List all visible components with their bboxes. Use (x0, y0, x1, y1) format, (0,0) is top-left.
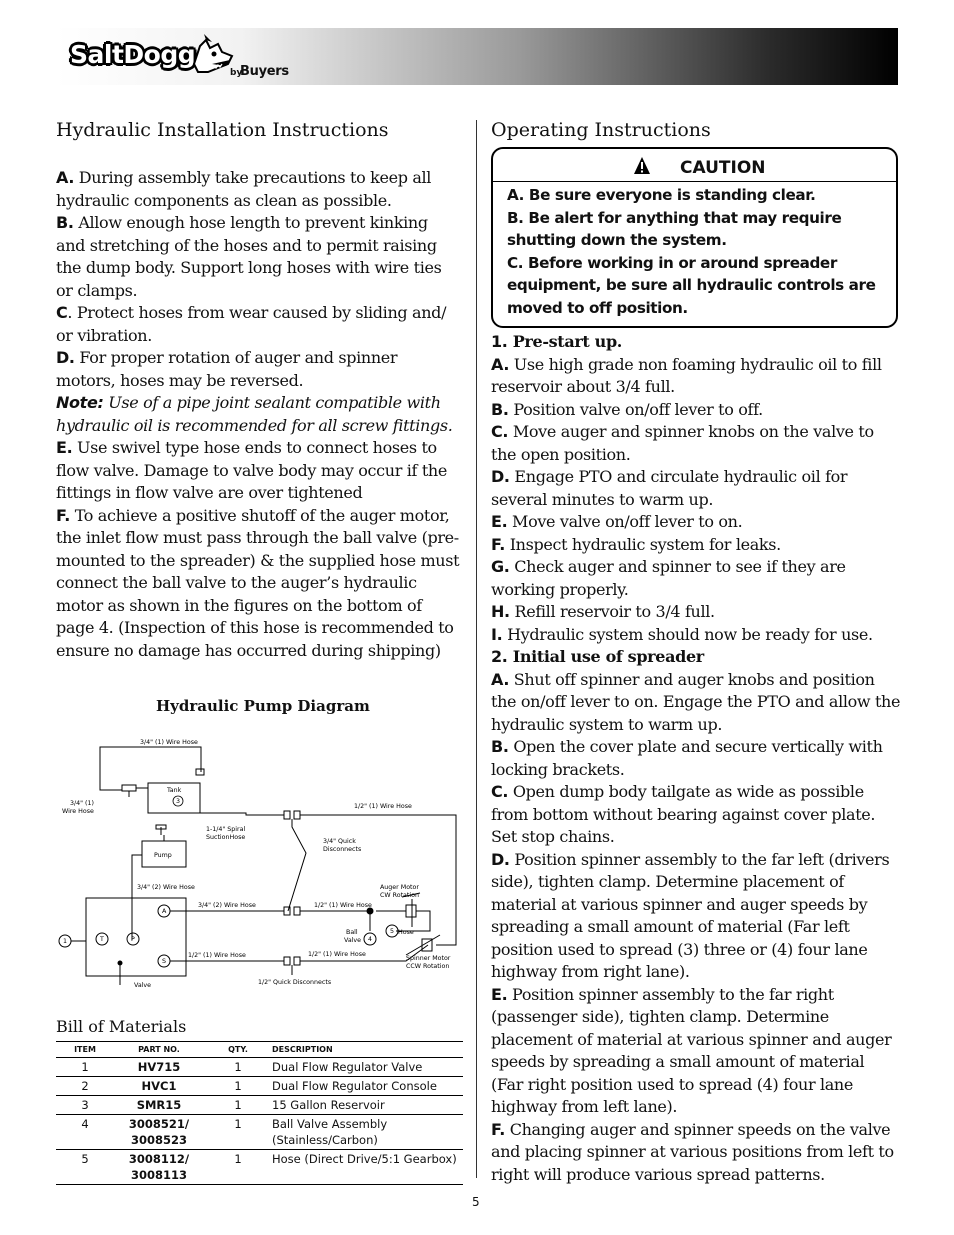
bom-cell-item (56, 1058, 114, 1077)
step-text: Refill reservoir to 3/4 full. (509, 602, 715, 621)
label-wire-hose-2b: 3/4" (2) Wire Hose (198, 902, 256, 909)
bom-header-part: PART NO. (114, 1042, 204, 1058)
step-heading (491, 646, 901, 669)
label-pump: Pump (154, 852, 172, 859)
bom-cell-item (56, 1150, 114, 1185)
step-label: F. (491, 1119, 505, 1139)
column-divider (476, 120, 477, 1178)
label-S: S (162, 958, 166, 965)
step-label: I. (491, 624, 503, 644)
step-text: Position spinner assembly to the far right (passenger side), tighten clamp. Determine placement of material at various spinner and auger speeds by spreading a small amount of material (Far right position used to spread (4) four lane highway from left lane). (491, 984, 892, 1116)
installation-paragraph (56, 347, 461, 392)
bom-header-qty: QTY. (204, 1042, 272, 1058)
step-label: E. (491, 984, 508, 1004)
bom-cell-qty (204, 1115, 272, 1150)
label-hose: Hose (398, 929, 414, 936)
step-text: Open the cover plate and secure vertically with locking brackets. (491, 737, 883, 779)
bom-body (56, 1058, 463, 1185)
installation-paragraph (56, 437, 461, 505)
bom-cell-part (114, 1115, 204, 1150)
step-text: Position spinner assembly to the far left (drivers side), tighten clamp. Determine placement of material at various spinner and auger speeds by spreading a small amount of material (Far left position used to spread (3) three or (4) four lane highway from right lane). (491, 849, 890, 981)
step-item (491, 556, 901, 601)
hydraulic-pump-diagram (56, 735, 466, 990)
installation-paragraph (56, 212, 461, 302)
label-wire-hose-left-2: Wire Hose (62, 808, 94, 815)
step-text: Inspect hydraulic system for leaks. (504, 534, 781, 554)
caution-label: CAUTION (680, 158, 766, 178)
paragraph-label: C (56, 303, 68, 322)
step-text: Use high grade non foaming hydraulic oil to fill reservoir about 3/4 full. (491, 354, 882, 396)
paragraph-label: D. (56, 348, 75, 367)
step-label: B. (491, 737, 509, 756)
bom-header-row (56, 1042, 463, 1058)
step-text: Hydraulic system should now be ready for use. (502, 624, 873, 644)
step-text: Open dump body tailgate as wide as possible from bottom without bearing against cover plate. Set stop chains. (491, 782, 876, 846)
bom-cell-part (114, 1077, 204, 1096)
bom-part: HV715 (137, 1060, 181, 1074)
bom-qty: 1 (234, 1098, 242, 1112)
bom-item: 1 (81, 1060, 89, 1074)
bom-header-item: ITEM (56, 1042, 114, 1058)
label-auger-2: CW Rotation (380, 892, 419, 899)
saltdogg-logo (66, 38, 306, 84)
paragraph-text: . Protect hoses from wear caused by sliding and/ or vibration. (56, 303, 447, 345)
bom-cell-desc (272, 1115, 463, 1150)
paragraph-label: E. (56, 438, 73, 457)
installation-paragraph (56, 167, 461, 212)
bom-cell-part (114, 1150, 204, 1185)
label-n1: 1 (63, 938, 68, 945)
logo-text: SaltDogg (70, 40, 196, 69)
bom-item: 2 (81, 1079, 89, 1093)
paragraph-text: Use of a pipe joint sealant compatible with hydraulic oil is recommended for all screw fittings. (56, 393, 453, 435)
step-label: F. (491, 534, 505, 554)
logo-by: by (230, 68, 243, 78)
paragraph-text: During assembly take precautions to keep all hydraulic components as clean as possible. (56, 168, 432, 210)
label-wire-hose-half-low2: 1/2" (1) Wire Hose (308, 951, 366, 958)
step-label: C. (491, 782, 509, 801)
step-text: Position valve on/off lever to off. (508, 399, 763, 419)
bom-row (56, 1115, 463, 1150)
section-title: Operating Instructions (491, 119, 711, 141)
step-item (491, 601, 901, 624)
bom-row (56, 1058, 463, 1077)
step-item (491, 534, 901, 557)
label-n3: 3 (176, 798, 181, 805)
step-item (491, 354, 901, 399)
step-text: Engage PTO and circulate hydraulic oil for several minutes to warm up. (491, 467, 848, 509)
paragraph-label: Note: (56, 393, 104, 412)
step-item (491, 669, 901, 737)
step-item (491, 466, 901, 511)
label-n5: 5 (390, 928, 395, 935)
label-auger-1: Auger Motor (380, 884, 419, 891)
bill-of-materials-table (56, 1041, 463, 1185)
installation-paragraphs (56, 167, 461, 662)
step-label: 1. (491, 332, 508, 351)
label-wire-hose-half-top: 1/2" (1) Wire Hose (354, 803, 412, 810)
bom-desc: Ball Valve Assembly (Stainless/Carbon) (272, 1117, 388, 1147)
step-text: Initial use of spreader (507, 647, 704, 666)
installation-paragraph (56, 505, 461, 663)
caution-header (493, 149, 896, 182)
diagram-title: Hydraulic Pump Diagram (156, 697, 370, 715)
bom-cell-item (56, 1077, 114, 1096)
bom-cell-desc (272, 1150, 463, 1185)
label-tank: Tank (167, 787, 182, 794)
warning-triangle-icon (633, 156, 673, 176)
step-item (491, 984, 901, 1119)
bom-desc: Dual Flow Regulator Valve (272, 1060, 423, 1074)
bom-part: SMR15 (136, 1098, 182, 1112)
step-text: Pre-start up. (507, 332, 623, 351)
label-valve: Valve (134, 982, 152, 989)
bom-item: 3 (81, 1098, 89, 1112)
step-label: A. (491, 669, 510, 689)
step-text: Move auger and spinner knobs on the valve to the open position. (491, 422, 874, 464)
hydraulic-installation-section (56, 117, 461, 662)
label-spiral-2: SuctionHose (206, 834, 246, 841)
step-item (491, 399, 901, 422)
bom-qty: 1 (234, 1117, 242, 1131)
bom-cell-desc (272, 1077, 463, 1096)
bom-cell-desc (272, 1058, 463, 1077)
step-item (491, 624, 901, 647)
dog-mascot-icon (188, 34, 236, 78)
bom-cell-qty (204, 1096, 272, 1115)
bom-desc: 15 Gallon Reservoir (272, 1098, 385, 1112)
bom-row (56, 1096, 463, 1115)
step-heading (491, 331, 901, 354)
bom-row (56, 1150, 463, 1185)
step-label: B. (491, 399, 509, 419)
paragraph-text: Use swivel type hose ends to connect hoses to flow valve. Damage to valve body may occur if the fittings in flow valve are over tightened (56, 438, 447, 502)
label-wire-hose-half-mid: 1/2" (1) Wire Hose (314, 902, 372, 909)
bom-part: HVC1 (141, 1079, 177, 1093)
step-label: D. (491, 467, 510, 486)
step-text: Check auger and spinner to see if they are working properly. (491, 557, 846, 599)
bom-cell-qty (204, 1077, 272, 1096)
step-label: H. (491, 602, 510, 621)
step-label: C. (491, 422, 509, 441)
label-n4: 4 (368, 936, 373, 943)
bom-cell-item (56, 1115, 114, 1150)
step-text: Move valve on/off lever to on. (507, 512, 743, 531)
step-item (491, 511, 901, 534)
label-spinner-2: CCW Rotation (406, 963, 450, 970)
label-A: A (162, 908, 167, 915)
bom-part: 3008521/ (128, 1117, 190, 1131)
step-item (491, 781, 901, 849)
bom-desc: Dual Flow Regulator Console (272, 1079, 437, 1093)
label-wire-hose-2: 3/4" (2) Wire Hose (137, 884, 195, 891)
step-label: E. (491, 512, 508, 531)
step-text: Shut off spinner and auger knobs and position the on/off lever to on. Engage the PTO and allow the hydraulic system to warm up. (491, 669, 901, 734)
step-item (491, 421, 901, 466)
bom-cell-qty (204, 1058, 272, 1077)
step-item (491, 849, 901, 984)
step-label: 2. (491, 647, 508, 666)
step-label: G. (491, 557, 510, 576)
operating-instructions-section (491, 117, 898, 143)
paragraph-label: A. (56, 168, 75, 187)
bom-item: 5 (81, 1152, 89, 1166)
page-number: 5 (472, 1195, 480, 1209)
bom-cell-qty (204, 1150, 272, 1185)
bom-cell-part (114, 1058, 204, 1077)
logo-buyers: Buyers (240, 64, 289, 79)
bom-qty: 1 (234, 1060, 242, 1074)
paragraph-label: F. (56, 505, 70, 525)
section-title: Hydraulic Installation Instructions (56, 119, 389, 141)
caution-line: B. Be alert for anything that may require shutting down the system. (507, 208, 842, 249)
bom-cell-desc (272, 1096, 463, 1115)
label-wire-hose-half-low: 1/2" (1) Wire Hose (188, 952, 246, 959)
label-T: T (100, 936, 104, 943)
step-label: A. (491, 354, 510, 374)
paragraph-text: Allow enough hose length to prevent kinking and stretching of the hoses and to permit raising the dump body. Support long hoses with wire ties or clamps. (56, 213, 442, 300)
installation-paragraph (56, 392, 461, 437)
step-label: D. (491, 849, 510, 869)
bom-desc: Hose (Direct Drive/5:1 Gearbox) (272, 1152, 457, 1166)
bom-part-alt: 3008523 (130, 1133, 187, 1147)
label-wire-hose-top: 3/4" (1) Wire Hose (140, 739, 198, 746)
operating-steps (491, 331, 901, 1186)
paragraph-text: To achieve a positive shutoff of the auger motor, the inlet flow must pass through the ball valve (pre-mounted to the spreader) & the supplied hose must connect the ball valve to the auger’s hydraulic motor as shown in the figures on the bottom of page 4. (Inspection of this hose is recommended to ensure no damage has occurred during shipping) (56, 505, 460, 660)
label-quick-half: 1/2" Quick Disconnects (258, 979, 332, 986)
caution-box (491, 147, 898, 328)
paragraph-text: For proper rotation of auger and spinner motors, hoses may be reversed. (56, 348, 398, 390)
caution-line: A. Be sure everyone is standing clear. (507, 186, 816, 204)
label-quick-1: 3/4" Quick (323, 838, 356, 845)
bom-title: Bill of Materials (56, 1017, 187, 1036)
bom-part-alt: 3008113 (130, 1168, 187, 1182)
bom-qty: 1 (234, 1079, 242, 1093)
bom-cell-part (114, 1096, 204, 1115)
label-quick-2: Disconnects (323, 846, 362, 853)
step-text: Changing auger and spinner speeds on the valve and placing spinner at various positions from left to right will produce various spread patterns. (491, 1119, 894, 1184)
bom-row (56, 1077, 463, 1096)
bom-cell-item (56, 1096, 114, 1115)
label-ball-2: Valve (344, 937, 362, 944)
caution-body (507, 184, 889, 319)
step-item (491, 1119, 901, 1187)
label-P: P (131, 936, 135, 943)
label-spiral-1: 1-1/4" Spiral (206, 826, 246, 833)
step-item (491, 736, 901, 781)
caution-line: C. Before working in or around spreader equipment, be sure all hydraulic controls are moved to off position. (507, 253, 876, 317)
bom-header-description: DESCRIPTION (272, 1042, 463, 1058)
label-wire-hose-left-1: 3/4" (1) (70, 800, 94, 807)
bom-item: 4 (81, 1117, 89, 1131)
bom-qty: 1 (234, 1152, 242, 1166)
installation-paragraph (56, 302, 461, 347)
label-ball-1: Ball (346, 929, 358, 936)
paragraph-label: B. (56, 213, 74, 232)
label-spinner-1: Spinner Motor (406, 955, 451, 962)
bom-part: 3008112/ (128, 1152, 190, 1166)
